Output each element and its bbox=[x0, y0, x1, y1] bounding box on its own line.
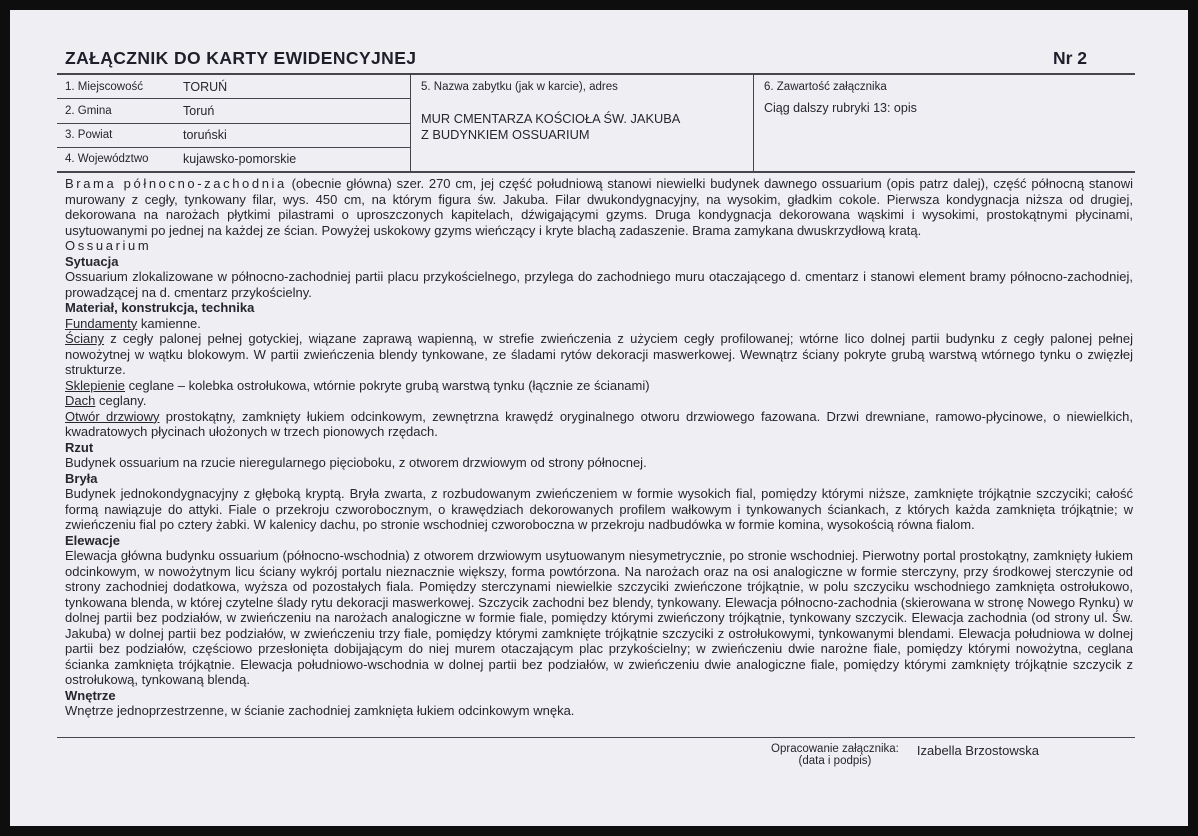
field-label: 4. Województwo bbox=[65, 153, 149, 166]
paragraph-text: kamienne. bbox=[137, 315, 201, 331]
document-page bbox=[10, 10, 1188, 826]
page-title: ZAŁĄCZNIK DO KARTY EWIDENCYJNEJ bbox=[65, 48, 417, 68]
paragraph-lead: Ściany bbox=[65, 331, 105, 346]
paragraph-text: ceglane – kolebka ostrołukowa, wtórnie pokryte grubą warstwą tynku (łącznie ze ścianami) bbox=[125, 377, 650, 393]
description-paragraph bbox=[65, 176, 1133, 238]
description-paragraph: Ossuarium zlokalizowane w północno-zachodniej partii placu przykościelnego, przylega do zachodniego muru otaczającego d. cmentarz i stanowi element bramy północno-zachodniej, prowadzącej na d. cmentarz przykościelny. bbox=[65, 269, 1133, 300]
paragraph-text: ceglany. bbox=[95, 393, 147, 408]
paragraph-lead: Sklepienie bbox=[65, 377, 125, 393]
section-heading: Elewacje bbox=[65, 532, 120, 548]
document-footer bbox=[57, 737, 1135, 767]
field-row-wojewodztwo bbox=[57, 148, 410, 171]
author-name: Izabella Brzostowska bbox=[916, 743, 1039, 758]
description-paragraph bbox=[65, 316, 1133, 332]
monument-name-line1: MUR CMENTARZA KOŚCIOŁA ŚW. JAKUBA bbox=[421, 111, 681, 126]
location-fields-column bbox=[57, 75, 410, 171]
field-label: 3. Powiat bbox=[65, 129, 113, 142]
field-row-powiat bbox=[57, 124, 410, 148]
monument-name-cell bbox=[410, 75, 754, 171]
signature-hint: (data i podpis) bbox=[798, 755, 872, 767]
paragraph-lead: Dach bbox=[65, 393, 96, 408]
field-row-gmina bbox=[57, 99, 410, 123]
field-row-miejscowosc bbox=[57, 75, 410, 99]
attachment-content-label: 6. Zawartość załącznika bbox=[764, 81, 887, 93]
prepared-by-label: Opracowanie załącznika: bbox=[771, 743, 899, 755]
section-heading: Bryła bbox=[65, 470, 98, 486]
section-heading: Rzut bbox=[65, 439, 94, 455]
description-body bbox=[65, 176, 1133, 719]
info-table bbox=[57, 75, 1135, 171]
description-paragraph: Budynek jednokondygnacyjny z głęboką kryptą. Bryła zwarta, z rozbudowanym zwieńczeniem w formie wysokich fial, pomiędzy którymi niższe, zamknięte trójkątnie szczyciki; całość formą nawiązuje do attyki. Fiale o przekroju czworobocznym, o krawędziach dekorowanych profilem wałkowym i tynkowanych ściankach, z których każda zamknięta trójkątnie; w zwieńczeniu fial po cztery żabki. W kalenicy dachu, po stronie wschodniej czworoboczna w przekroju nadbudówka w formie komina, wysokością równa fialom. bbox=[65, 486, 1133, 532]
paragraph-text: z cegły palonej pełnej gotyckiej, wiązane zaprawą wapienną, w strefie zwieńczenia z użyciem cegły profilowanej; wtórne lico dolnej partii budynku z cegły palonej pełnej nowożytnej w wątku blokowym. W partii zwieńczenia blendy tynkowane, ze śladami rytów dekoracji maswerkowej. Wewnątrz ściany pokryte grubą warstwą wtórnego tynku o zwięzłej strukturze. bbox=[65, 331, 1133, 377]
footer-signature-area bbox=[57, 738, 1135, 767]
field-value: toruński bbox=[183, 128, 227, 143]
monument-name-value bbox=[421, 111, 743, 143]
paragraph-lead: Brama północno-zachodnia bbox=[65, 176, 287, 191]
paragraph-text: (obecnie główna) szer. 270 cm, jej część południową stanowi niewielki budynek dawnego ossuarium (opis patrz dalej), część północną stanowi murowany z cegły, tynkowany filar, wys. 450 cm, na którym figura św. Jakuba. Filar dwukondygnacyjny, na wysokim, gładkim cokole. Pierwsza kondygnacja niższa od drugiej, dekorowana na narożach płytkimi pilastrami o uproszczonych kapitelach, dźwigającymi gzyms. Druga kondygnacja dekorowana wąskimi i wysokimi, prostokątnymi płycinami, usytuowanymi po jednej na każdej ze ścian. Powyżej uskokowy gzyms wieńczący i kryte blachą zadaszenie. Brama zamykana dwuskrzydłową kratą. bbox=[65, 176, 1133, 238]
description-paragraph: Budynek ossuarium na rzucie nieregularnego pięcioboku, z otworem drzwiowym od strony północnej. bbox=[65, 455, 647, 470]
document-header bbox=[65, 48, 1135, 69]
section-heading: Sytuacja bbox=[65, 253, 119, 269]
monument-name-line2: Z BUDYNKIEM OSSUARIUM bbox=[421, 126, 590, 142]
attachment-number: Nr 2 bbox=[1052, 48, 1087, 68]
description-paragraph bbox=[65, 393, 1133, 409]
attachment-content-cell bbox=[754, 75, 1135, 171]
field-label: 2. Gmina bbox=[65, 104, 112, 117]
description-paragraph bbox=[65, 331, 1133, 378]
paragraph-lead: Otwór drzwiowy bbox=[65, 408, 160, 424]
paragraph-text: prostokątny, zamknięty łukiem odcinkowym, zewnętrzna krawędź oryginalnego otworu drzwiowego fazowana. Drzwi drewniane, ramowo-płycinowe, o niewielkich, kwadratowych płycinach ułożonych w trzech pionowych rzędach. bbox=[65, 408, 1133, 439]
table-bottom-divider bbox=[57, 171, 1135, 173]
section-heading: Materiał, konstrukcja, technika bbox=[65, 300, 255, 315]
description-paragraph bbox=[65, 409, 1133, 440]
field-value: Toruń bbox=[183, 103, 215, 118]
monument-name-label: 5. Nazwa zabytku (jak w karcie), adres bbox=[421, 81, 618, 93]
paragraph-lead: Fundamenty bbox=[65, 315, 138, 331]
description-paragraph: Elewacja główna budynku ossuarium (północno-wschodnia) z otworem drzwiowym usytuowanym niesymetrycznie, po stronie wschodniej. Pierwotny portal prostokątny, zamknięty łukiem odcinkowym, w nowożytnym licu ściany wykrój portalu nieznacznie większy, forma powtórzona. Na narożach oraz na osi analogiczne w formie sterczyny, przy środkowej sterczynie od strony zachodniej dodatkowa, wyższa od pozostałych fiala. Pomiędzy sterczynami niewielkie szczyciki zwieńczone trójkątnie, w polu szczyciku wschodniego zamknięta ostrołukowo, tynkowana blenda, w której czytelne ślady rytu dekoracji maswerkowej. Szczycik zachodni bez blendy, tynkowany. Elewacja północno-zachodnia (skierowana w stronę Nowego Rynku) w dolnej partii bez podziałów, w zwieńczeniu na narożach analogiczne w formie fiale, pomiędzy którymi zwieńczony trójkątnie, tynkowany szczycik. Elewacja zachodnia (od strony ul. Św. Jakuba) w dolnej partii bez podziałów, w zwieńczeniu trzy fiale, pomiędzy którymi zamknięte trójkątnie szczyciki z ostrołukowymi, tynkowanymi blendami. Elewacja południowa w dolnej partii bez podziałów, częściowo przesłonięta dobijającym do niej murem otaczającym plac przykościelny; w zwieńczeniu dwie narożne fiale, pomiędzy którymi nowożytna, ceglana ścianka zamknięta trójkątnie. Elewacja południowo-wschodnia w dolnej partii bez podziałów, w zwieńczeniu dwie analogiczne fiale, pomiędzy którymi zamknięty trójkątnie szczycik z ostrołukową, tynkowaną blendą. bbox=[65, 548, 1133, 687]
section-subtitle: Ossuarium bbox=[65, 238, 152, 253]
description-paragraph: Wnętrze jednoprzestrzenne, w ścianie zachodniej zamknięta łukiem odcinkowym wnęka. bbox=[65, 703, 575, 718]
field-label: 1. Miejscowość bbox=[65, 80, 143, 93]
section-heading: Wnętrze bbox=[65, 687, 116, 703]
attachment-content-value: Ciąg dalszy rubryki 13: opis bbox=[764, 101, 917, 115]
prepared-by-block bbox=[771, 743, 899, 767]
field-value: TORUŃ bbox=[183, 79, 228, 94]
description-paragraph bbox=[65, 378, 1133, 394]
field-value: kujawsko-pomorskie bbox=[183, 152, 297, 167]
